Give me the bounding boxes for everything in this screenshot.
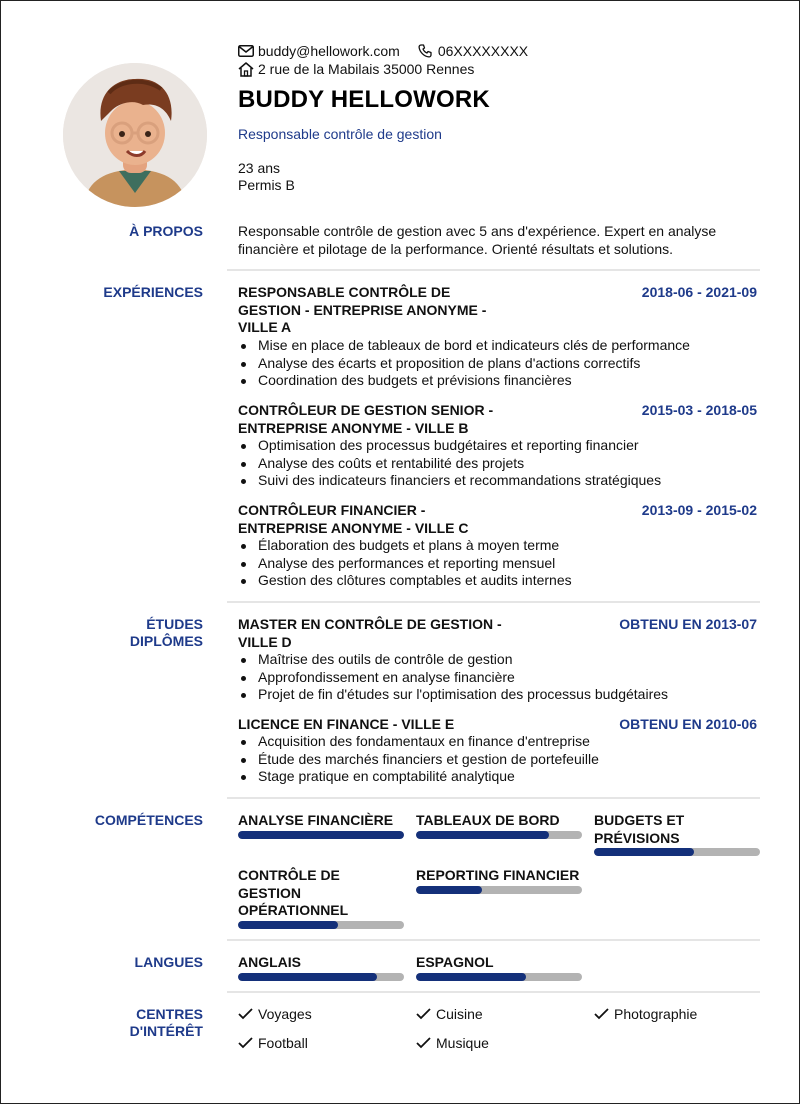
check-icon [238,1036,254,1050]
skill-bar [594,848,760,856]
list-item: Maîtrise des outils de contrôle de gestion [238,651,763,669]
list-item: Stage pratique en comptabilité analytique [238,768,763,786]
experience-bullets [238,337,763,390]
language-item [238,954,404,981]
skill-name: REPORTING FINANCIER [416,867,580,883]
language-bar [238,973,404,981]
check-icon [416,1036,432,1050]
list-item: Analyse des performances et reporting mensuel [238,555,763,573]
envelope-icon [238,44,254,58]
phone-icon [418,44,434,58]
education-title: LICENCE EN FINANCE - VILLE E [238,716,455,732]
education-title: MASTER EN CONTRÔLE DE GESTION - VILLE D [238,616,502,650]
separator [227,797,760,799]
experience-bullets [238,537,763,590]
skill-item [594,812,760,856]
list-item: Coordination des budgets et prévisions financières [238,372,763,390]
section-label-interests: CENTRES D'INTÉRÊT [129,1006,203,1039]
section-label-skills: COMPÉTENCES [94,812,203,828]
skill-bar [238,921,404,929]
list-item: Élaboration des budgets et plans à moyen terme [238,537,763,555]
skill-bar [416,831,582,839]
experience-date: 2013-09 - 2015-02 [641,502,757,518]
skill-name: BUDGETS ET PRÉVISIONS [594,812,685,846]
phone-text[interactable]: 06XXXXXXXX [437,43,529,59]
full-name: BUDDY HELLOWORK [238,86,490,113]
section-label-about: À PROPOS [129,223,203,239]
address-text: 2 rue de la Mabilais 35000 Rennes [258,61,475,77]
skill-bar [238,831,404,839]
education-date: OBTENU EN 2010-06 [619,716,757,732]
interest-item: Cuisine [416,1006,483,1022]
education-date: OBTENU EN 2013-07 [619,616,757,632]
check-icon [594,1007,610,1021]
age-text: 23 ans [238,160,281,176]
language-name: ANGLAIS [238,954,301,970]
list-item: Étude des marchés financiers et gestion de portefeuille [238,751,763,769]
education-bullets [238,733,763,786]
list-item: Analyse des coûts et rentabilité des projets [238,455,763,473]
separator [227,991,760,993]
about-text: Responsable contrôle de gestion avec 5 ans d'expérience. Expert en analyse financière et pilotage de la performance. Orienté résultats et solutions. [238,223,717,257]
list-item: Suivi des indicateurs financiers et recommandations stratégiques [238,472,763,490]
skill-item [416,812,582,839]
list-item: Approfondissement en analyse financière [238,669,763,687]
skill-item [238,812,404,839]
license-text: Permis B [238,177,295,193]
list-item: Projet de fin d'études sur l'optimisation des processus budgétaires [238,686,763,704]
language-name: ESPAGNOL [416,954,494,970]
skill-name: TABLEAUX DE BORD [416,812,560,828]
interest-item: Photographie [594,1006,697,1022]
interest-item: Football [238,1035,308,1051]
experience-title: CONTRÔLEUR DE GESTION SENIOR - ENTREPRISE ANONYME - VILLE B [238,402,494,436]
experience-date: 2015-03 - 2018-05 [641,402,757,418]
contact-row-address [238,61,474,77]
skill-name: CONTRÔLE DE GESTION OPÉRATIONNEL [238,867,349,918]
separator [227,939,760,941]
job-title: Responsable contrôle de gestion [238,126,442,142]
experience-title: CONTRÔLEUR FINANCIER - ENTREPRISE ANONYME - VILLE C [238,502,469,536]
check-icon [238,1007,254,1021]
skill-item [238,867,404,929]
separator [227,601,760,603]
experience-bullets [238,437,763,490]
experience-title: RESPONSABLE CONTRÔLE DE GESTION - ENTREPRISE ANONYME - VILLE A [238,284,487,335]
email-text[interactable]: buddy@hellowork.com [258,43,400,59]
section-label-education: ÉTUDES DIPLÔMES [129,616,203,649]
language-item [416,954,582,981]
list-item: Mise en place de tableaux de bord et indicateurs clés de performance [238,337,763,355]
education-bullets [238,651,763,704]
check-icon [416,1007,432,1021]
list-item: Analyse des écarts et proposition de plans d'actions correctifs [238,355,763,373]
list-item: Optimisation des processus budgétaires et reporting financier [238,437,763,455]
avatar [63,63,207,207]
skill-item [416,867,582,894]
skill-bar [416,886,582,894]
list-item: Acquisition des fondamentaux en finance d'entreprise [238,733,763,751]
section-label-languages: LANGUES [134,954,203,970]
skill-name: ANALYSE FINANCIÈRE [238,812,394,828]
language-bar [416,973,582,981]
contact-row-top [238,43,528,59]
interest-item: Voyages [238,1006,312,1022]
separator [227,269,760,271]
experience-date: 2018-06 - 2021-09 [641,284,757,300]
interest-item: Musique [416,1035,489,1051]
list-item: Gestion des clôtures comptables et audits internes [238,572,763,590]
home-icon [238,62,254,76]
section-label-experiences: EXPÉRIENCES [103,284,203,300]
